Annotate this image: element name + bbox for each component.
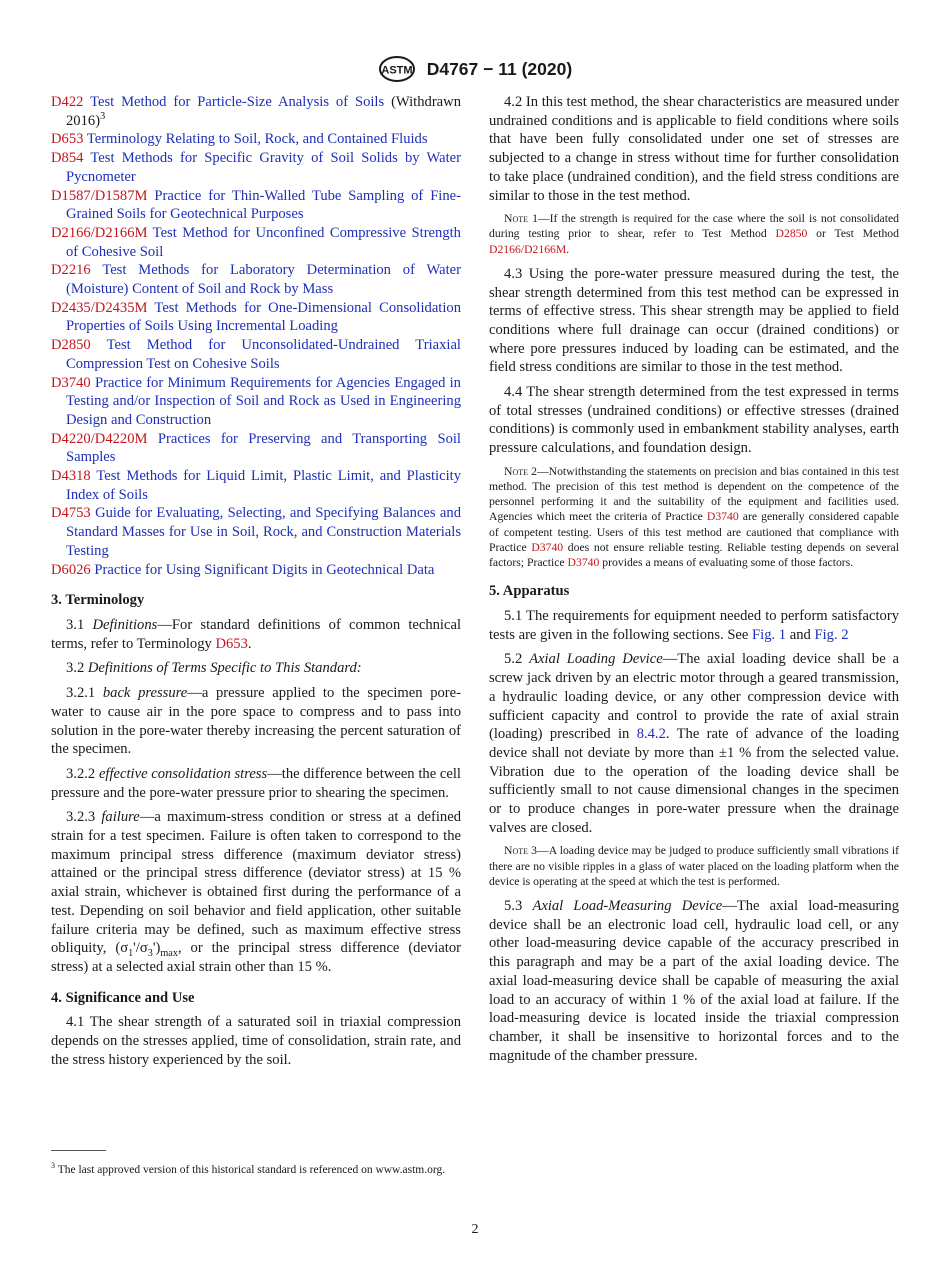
reference-code-link[interactable]: D2216 xyxy=(51,262,91,279)
section-3-heading: 3. Terminology xyxy=(51,592,145,609)
para-4-1: 4.1 The shear strength of a saturated soil in triaxial compression depends on the stresses applied, time of consolidation, strain rate, and the stress history experienced by the soil. xyxy=(51,1014,461,1068)
reference-list xyxy=(51,93,461,579)
reference-item xyxy=(51,149,461,186)
reference-status: (Withdrawn 2016) xyxy=(66,94,461,129)
reference-item xyxy=(51,187,461,224)
reference-item xyxy=(51,93,461,130)
reference-title-link[interactable]: Practices for Preserving and Transporting Soil Samples xyxy=(66,430,461,466)
left-column xyxy=(51,93,461,1075)
para-4-2: 4.2 In this test method, the shear characteristics are measured under undrained conditions and is applicable to field conditions where soils that have been fully consolidated under one set of stresses are subjected to a change in stress without time for further consolidation to take place (undrained condition), and the field stress conditions are similar to those in the test method. xyxy=(489,94,899,204)
section-4-heading: 4. Significance and Use xyxy=(51,989,195,1006)
reference-item xyxy=(51,299,461,336)
reference-code-link[interactable]: D3740 xyxy=(51,374,91,391)
para-3-1: 3.1 Definitions—For standard definitions of common technical terms, refer to Terminology D653. xyxy=(51,616,461,652)
reference-item xyxy=(51,374,461,430)
reference-code-link[interactable]: D2850 xyxy=(51,337,91,354)
reference-item xyxy=(51,467,461,504)
reference-title-link[interactable]: Test Methods for Specific Gravity of Soil Solids by Water Pycnometer xyxy=(66,150,461,185)
link-d3740[interactable]: D3740 xyxy=(531,540,564,554)
link-d3740[interactable]: D3740 xyxy=(567,556,600,570)
para-3-2-2: 3.2.2 effective consolidation stress—the difference between the cell pressure and the pore-water pressure prior to shearing the specimen. xyxy=(51,765,461,801)
reference-item xyxy=(51,224,461,261)
footnote: $^3$ The last approved version of this historical standard is referenced on www.astm.org. xyxy=(51,1161,446,1176)
footnote-marker: 3 xyxy=(100,110,106,122)
designation: D4767 − 11 (2020) xyxy=(426,59,573,79)
reference-title-link[interactable]: Test Method for Unconfined Compressive Strength of Cohesive Soil xyxy=(66,224,461,260)
reference-title-link[interactable]: Practice for Using Significant Digits in Geotechnical Data xyxy=(94,561,435,578)
link-d2850[interactable]: D2850 xyxy=(775,227,808,241)
note-2: Note 2—Notwithstanding the statements on precision and bias contained in this test method. The precision of this test method is dependent on the competence of the personnel performing it and the suitability of the equipment and facilities used. Agencies which meet the criteria of Practice D3740 are generally considered capable of competent testing. Users of this test method are cautioned that compliance with Practice D3740 does not ensure reliable testing. Reliable testing depends on several factors; Practice D3740 provides a means of evaluating some of those factors. xyxy=(489,464,899,570)
link-fig-1[interactable]: Fig. 1 xyxy=(752,626,787,643)
footnote-rule xyxy=(51,1150,106,1151)
reference-title-link[interactable]: Test Method for Particle-Size Analysis of Soils xyxy=(90,94,385,110)
link-8-4-2[interactable]: 8.4.2 xyxy=(636,726,666,743)
astm-logo-icon xyxy=(378,56,416,82)
note-3: Note 3—A loading device may be judged to produce sufficiently small vibrations if there are no visible ripples in a glass of water placed on the loading platform when the device is operating at the speed at which the test is performed. xyxy=(489,844,900,888)
reference-code-link[interactable]: D1587/D1587M xyxy=(51,187,148,204)
para-5-2: 5.2 Axial Loading Device—The axial loading device shall be a screw jack driven by an electric motor through a geared transmission, a hydraulic loading device, or any other compression device with sufficient capacity and control to provide the rate of axial strain (loading) prescribed in 8.4.2. The rate of advance of the loading device shall not deviate by more than ±1 % from the selected value. Vibration due to the operation of the loading device shall be sufficiently small to not cause dimensional changes in the specimen or to produce changes in pore-water pressure when the drainage valves are closed. xyxy=(489,651,899,836)
reference-code-link[interactable]: D4318 xyxy=(51,468,91,485)
reference-item xyxy=(51,430,461,467)
svg-text:ASTM: ASTM xyxy=(381,64,413,77)
reference-title-link[interactable]: Test Methods for Laboratory Determination of Water (Moisture) Content of Soil and Rock by Mass xyxy=(66,262,461,298)
para-4-4: 4.4 The shear strength determined from the test expressed in terms of total stresses (undrained conditions) or effective stresses (drained conditions) is commonly used in embankment stability analyses, earth pressure calculations, and foundation design. xyxy=(489,384,899,457)
reference-code-link[interactable]: D653 xyxy=(51,131,84,148)
note-1: Note 1—If the strength is required for the case where the soil is not consolidated during testing prior to shear, refer to Test Method D2850 or Test Method D2166/D2166M. xyxy=(489,212,900,256)
reference-code-link[interactable]: D2435/D2435M xyxy=(51,299,148,316)
reference-title-link[interactable]: Practice for Minimum Requirements for Agencies Engaged in Testing and/or Inspection of Soil and Rock as Used in Engineering Design and Construction xyxy=(66,374,461,428)
reference-title-link[interactable]: Practice for Thin-Walled Tube Sampling of Fine-Grained Soils for Geotechnical Purposes xyxy=(66,187,461,223)
link-fig-2[interactable]: Fig. 2 xyxy=(814,626,849,643)
para-4-3: 4.3 Using the pore-water pressure measured during the test, the shear strength determined from this test method can be expressed in terms of effective stress. This shear strength may be applied to field conditions where full drainage can occur (drained conditions) or where pore pressures induced by loading can be estimated, and the field stress conditions are similar to those in the test method. xyxy=(489,265,899,376)
section-5-heading: 5. Apparatus xyxy=(489,583,570,600)
right-column xyxy=(489,93,899,1071)
reference-item xyxy=(51,561,461,580)
para-3-2-1: 3.2.1 back pressure—a pressure applied to the specimen pore-water to cause air in the pore space to compress and to pass into solution in the pore-water thereby increasing the percent saturation of the specimen. xyxy=(51,685,461,758)
reference-code-link[interactable]: D6026 xyxy=(51,561,91,578)
reference-code-link[interactable]: D2166/D2166M xyxy=(51,224,148,241)
link-d2166[interactable]: D2166/D2166M xyxy=(489,242,567,256)
link-d3740[interactable]: D3740 xyxy=(706,510,739,524)
reference-title-link[interactable]: Test Method for Unconsolidated-Undrained Triaxial Compression Test on Cohesive Soils xyxy=(66,337,461,372)
reference-item xyxy=(51,130,461,149)
reference-code-link[interactable]: D4220/D4220M xyxy=(51,430,148,447)
reference-title-link[interactable]: Guide for Evaluating, Selecting, and Specifying Balances and Standard Masses for Use in Soil, Rock, and Construction Materials Testing xyxy=(66,505,461,559)
reference-title-link[interactable]: Test Methods for Liquid Limit, Plastic Limit, and Plasticity Index of Soils xyxy=(66,468,461,503)
page-number: 2 xyxy=(471,1222,479,1237)
para-3-2: 3.2 Definitions of Terms Specific to This Standard: xyxy=(66,660,362,677)
reference-item xyxy=(51,336,461,373)
para-5-3: 5.3 Axial Load-Measuring Device—The axial load-measuring device shall be an electronic load cell, hydraulic load cell, or any other load-measuring device capable of the accuracy prescribed in this paragraph and may be a part of the axial loading device. The axial load-measuring device shall be capable of measuring the axial load to an accuracy of within 1 % of the axial load at failure. If the load-measuring device is located inside the triaxial compression chamber, it shall be insensitive to horizontal forces and to the magnitude of the chamber pressure. xyxy=(489,898,900,1064)
reference-code-link[interactable]: D422 xyxy=(51,94,84,110)
reference-item xyxy=(51,504,461,560)
reference-code-link[interactable]: D4753 xyxy=(51,505,91,522)
reference-title-link[interactable]: Test Methods for One-Dimensional Consolidation Properties of Soils Using Incremental Loading xyxy=(66,299,462,335)
page-header xyxy=(0,56,950,82)
para-3-2-3: 3.2.3 failure—a maximum-stress condition or stress at a defined strain for a test specimen. Failure is often taken to correspond to the maximum principal stress difference (maximum deviator stress) attained or the principal stress difference (deviator stress) at 15 % axial strain, whichever is obtained first during the performance of a test. Depending on soil behavior and field application, other suitable failure criteria may be defined, such as maximum effective stress obliquity, $(\sigma_1'/\sigma_3')_{max}$, or the principal stress difference (deviator stress) at a selected axial strain other than 15 %. xyxy=(51,809,462,975)
reference-title-link[interactable]: Terminology Relating to Soil, Rock, and Contained Fluids xyxy=(86,131,428,148)
reference-item xyxy=(51,261,461,298)
link-d653[interactable]: D653 xyxy=(215,635,248,652)
para-5-1: 5.1 The requirements for equipment needed to perform satisfactory tests are given in the following sections. See Fig. 1 and Fig. 2 xyxy=(489,607,899,643)
reference-code-link[interactable]: D854 xyxy=(51,150,84,167)
